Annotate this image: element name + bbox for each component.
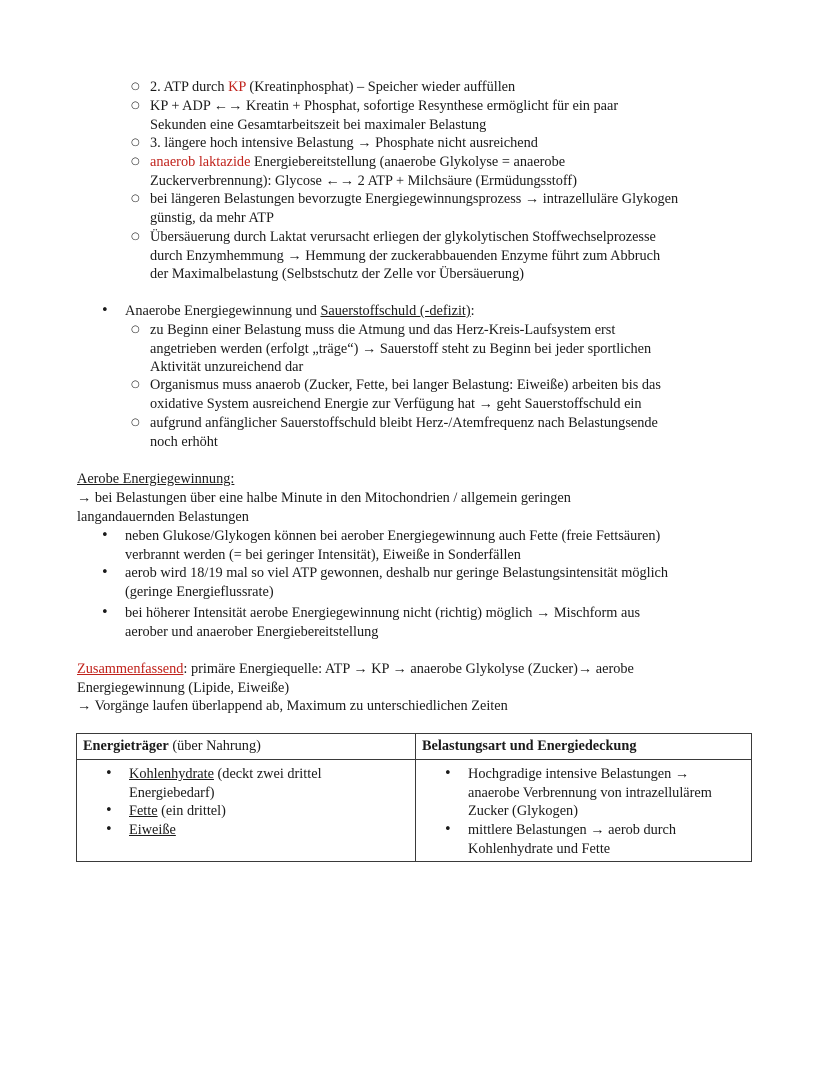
list-item: anaerob laktazide Energiebereitstellung (anaerobe Glykolyse = anaerobe Zuckerverbrennung): Glycose ←→ 2 ATP + Milchsäure (Ermüdungsstoff): [150, 154, 577, 189]
bullet: •: [444, 766, 452, 781]
table-cell-load-types: [416, 760, 752, 862]
bullet: •: [101, 528, 109, 543]
list-item: KP + ADP ←→ Kreatin + Phosphat, sofortige Resynthese ermöglicht für ein paar Sekunden eine Gesamtarbeitszeit bei maximaler Belastung: [150, 98, 619, 133]
bullet: •: [444, 822, 452, 837]
hollow-bullet: ○: [131, 193, 140, 204]
hollow-bullet: ○: [131, 100, 140, 111]
bullet: •: [105, 822, 113, 837]
hollow-bullet: ○: [131, 324, 140, 335]
hollow-bullet: ○: [131, 156, 140, 167]
aerobic-heading: Aerobe Energiegewinnung:: [77, 471, 235, 487]
table-header-load-type: Belastungsart und Energiedeckung: [416, 734, 752, 760]
table-cell-energy-carriers: [77, 760, 416, 862]
sauerstoffschuld-link[interactable]: Sauerstoffschuld (-defizit): [320, 303, 471, 319]
hollow-bullet: ○: [131, 137, 140, 148]
list-item: 3. längere hoch intensive Belastung → Phosphate nicht ausreichend: [150, 135, 538, 151]
hollow-bullet: ○: [131, 231, 140, 242]
kp-highlight: KP: [228, 79, 246, 95]
bullet: •: [101, 565, 109, 580]
hollow-bullet: ○: [131, 379, 140, 390]
energy-table: [76, 733, 752, 862]
bullet: •: [105, 766, 113, 781]
list-item: Kohlenhydrate (deckt zwei drittel Energiebedarf): [129, 766, 322, 801]
eiweisse-link[interactable]: Eiweiße: [129, 822, 176, 838]
list-item: 2. ATP durch KP (Kreatinphosphat) – Speicher wieder auffüllen: [150, 79, 516, 95]
bullet: •: [101, 605, 109, 620]
list-item: Fette (ein drittel): [129, 803, 226, 819]
list-item: bei höherer Intensität aerobe Energiegewinnung nicht (richtig) möglich → Mischform aus aerober und anaerober Energiebereitstellung: [125, 605, 641, 640]
list-item: mittlere Belastungen → aerob durch Kohlenhydrate und Fette: [468, 822, 677, 857]
list-item: aufgrund anfänglicher Sauerstoffschuld bleibt Herz-/Atemfrequenz nach Belastungsende noch erhöht: [150, 415, 658, 450]
anaerob-laktazide-highlight: anaerob laktazide: [150, 154, 251, 170]
table-row: [77, 760, 752, 862]
summary-text: Zusammenfassend: primäre Energiequelle: ATP → KP → anaerobe Glykolyse (Zucker)→ aerobe Energiegewinnung (Lipide, Eiweiße) → Vorgänge laufen überlappend ab, Maximum zu unterschiedlichen Zeiten: [77, 661, 634, 715]
list-item: Hochgradige intensive Belastungen → anaerobe Verbrennung von intrazellulärem Zucker (Glykogen): [468, 766, 712, 820]
table-header-row: [77, 734, 752, 760]
bullet: •: [101, 303, 109, 318]
list-item: neben Glukose/Glykogen können bei aerober Energiegewinnung auch Fette (freie Fettsäuren) verbrannt werden (= bei geringer Intensität), Eiweiße in Sonderfällen: [125, 528, 661, 563]
bullet: •: [105, 803, 113, 818]
fette-link[interactable]: Fette: [129, 803, 158, 819]
list-item: aerob wird 18/19 mal so viel ATP gewonnen, deshalb nur geringe Belastungsintensität möglich (geringe Energieflussrate): [125, 565, 669, 600]
list-item: [129, 821, 176, 840]
hollow-bullet: ○: [131, 417, 140, 428]
table-header-energy-carrier: Energieträger (über Nahrung): [77, 734, 416, 760]
zusammenfassend-link[interactable]: Zusammenfassend: [77, 661, 184, 677]
kohlenhydrate-link[interactable]: Kohlenhydrate: [129, 766, 214, 782]
list-item: Übersäuerung durch Laktat verursacht erliegen der glykolytischen Stoffwechselprozesse durch Enzymhemmung → Hemmung der zuckerabbauenden Enzyme führt zum Abbruch der Maximalbelastung (Selbstschutz der Zelle vor Übersäuerung): [150, 229, 661, 283]
aerobic-intro: → bei Belastungen über eine halbe Minute in den Mitochondrien / allgemein geringen langandauernden Belastungen: [77, 490, 571, 525]
hollow-bullet: ○: [131, 81, 140, 92]
list-item: bei längeren Belastungen bevorzugte Energiegewinnungsprozess → intrazelluläre Glykogen günstig, da mehr ATP: [150, 191, 679, 226]
list-item: Organismus muss anaerob (Zucker, Fette, bei langer Belastung: Eiweiße) arbeiten bis das oxidative System ausreichend Energie zur Verfügung hat → geht Sauerstoffschuld ein: [150, 377, 661, 412]
section-heading: Anaerobe Energiegewinnung und Sauerstoffschuld (-defizit):: [125, 303, 475, 319]
list-item: zu Beginn einer Belastung muss die Atmung und das Herz-Kreis-Laufsystem erst angetrieben werden (erfolgt „träge“) → Sauerstoff steht zu Beginn bei jeder sportlichen Aktivität unzureichend dar: [150, 322, 652, 376]
